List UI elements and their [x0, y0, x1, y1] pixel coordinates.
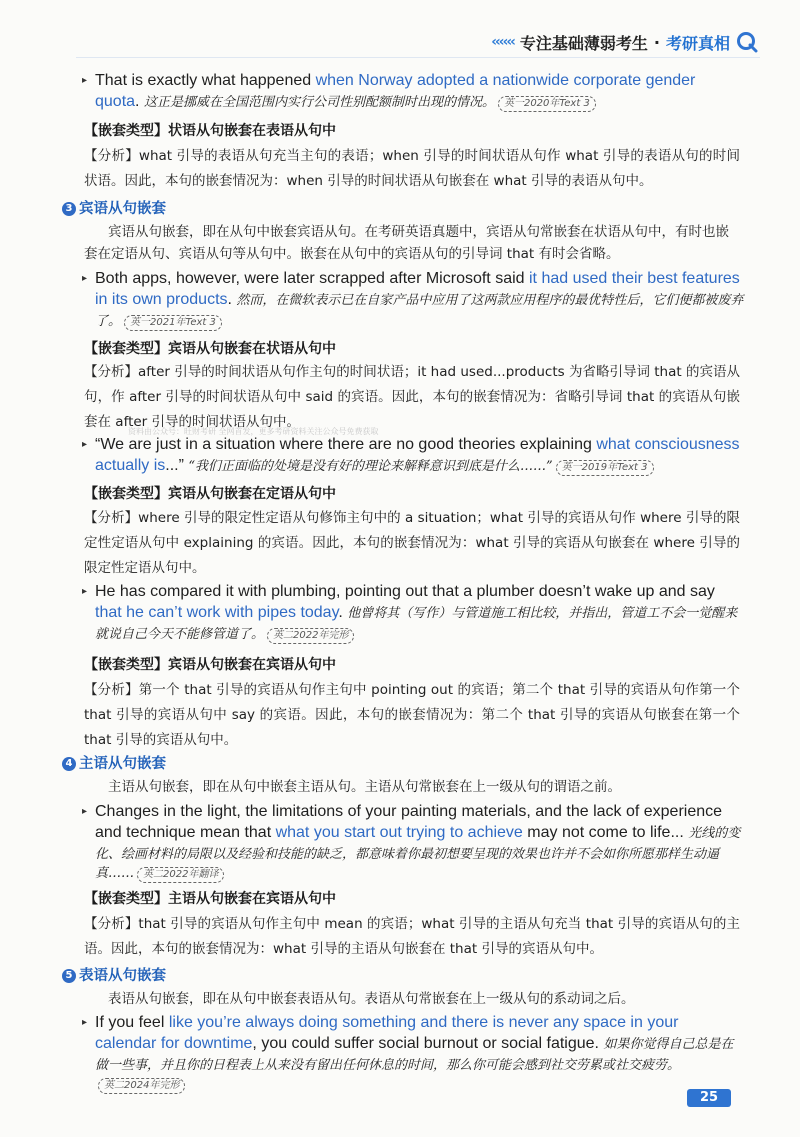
source-tag: 英一2020年Text 3: [498, 96, 596, 112]
analysis: 【分析】after 引导的时间状语从句作主句的时间状语；it had used...products 为省略引导词 that 的宾语从句，作 after 引导的时间状语从句中 said 的宾语。因此，本句的嵌套情况为：省略引导词 that 的宾语从句嵌套在 after 引导的时间状语从句中。: [84, 364, 740, 430]
source-tag: 英二2024年完形: [98, 1078, 185, 1094]
example-2: [0, 268, 800, 331]
header-arrows: ‹‹‹‹‹‹: [491, 34, 514, 50]
translation: 光线的变化、绘画材料的局限以及经验和技能的缺乏，都意味着你最初想要呈现的效果也许并不会如你所愿那样生动逼真……: [95, 826, 741, 881]
sentence-end: , you could suffer social burnout or social fatigue.: [252, 1035, 604, 1052]
section-intro: 表语从句嵌套，即在从句中嵌套表语从句。表语从句常嵌套在上一级从句的系动词之后。: [108, 991, 635, 1007]
page-number: 25: [687, 1089, 731, 1107]
section-4-intro-wrap: [0, 776, 800, 798]
section-number-badge: 4: [62, 757, 76, 771]
sentence-text: That is exactly what happened: [95, 72, 316, 89]
bullet-marker-icon: ▸: [82, 439, 88, 450]
source-tag: 英一2021年Text 3: [124, 315, 222, 331]
search-q-icon: [736, 31, 758, 53]
sentence-end: .: [338, 604, 348, 621]
section-heading-4: [0, 754, 800, 774]
ex1-nest-wrap: [0, 121, 800, 141]
sentence-end: .: [227, 291, 237, 308]
section-3-intro-wrap: [0, 221, 800, 265]
ex2-analysis-wrap: [0, 360, 800, 435]
section-title: 表语从句嵌套: [79, 968, 166, 984]
example-sentence: [0, 268, 800, 331]
nesting-type: 【嵌套类型】宾语从句嵌套在定语从句中: [84, 486, 336, 502]
header-divider: [76, 57, 760, 58]
nesting-type: 【嵌套类型】主语从句嵌套在宾语从句中: [84, 891, 336, 907]
bullet-marker-icon: ▸: [82, 273, 88, 284]
analysis: 【分析】where 引导的限定性定语从句修饰主句中的 a situation；what 引导的宾语从句作 where 引导的限定性定语从句中 explaining 的宾语。因此，本句的嵌套情况为：what 引导的宾语从句嵌套在 where 引导的限定性定语从句中。: [84, 510, 740, 576]
section-4-wrap: [0, 754, 800, 774]
bullet-marker-icon: ▸: [82, 806, 88, 817]
page-header: [491, 30, 758, 54]
sentence-text: Changes in the light, the limitations of your painting materials, and the lack of experience and technique mean that: [95, 803, 723, 841]
header-brand: 考研真相: [665, 33, 730, 53]
section-5-intro-wrap: [0, 988, 800, 1010]
analysis: 【分析】that 引导的宾语从句作主句中 mean 的宾语；what 引导的主语从句充当 that 引导的宾语从句的主语。因此，本句的嵌套情况为：what 引导的主语从句嵌套在 that 引导的宾语从句中。: [84, 916, 740, 957]
nesting-type: 【嵌套类型】宾语从句嵌套在宾语从句中: [84, 657, 336, 673]
example-sentence: [0, 70, 800, 112]
section-heading-5: [0, 966, 800, 986]
nesting-type: 【嵌套类型】宾语从句嵌套在状语从句中: [84, 341, 336, 357]
translation: 这正是挪威在全国范围内实行公司性别配额制时出现的情况。: [143, 95, 495, 110]
ex3-analysis-wrap: [0, 506, 800, 581]
section-title: 主语从句嵌套: [79, 756, 166, 772]
example-sentence: [0, 434, 800, 476]
ex1-analysis-wrap: [0, 144, 800, 194]
section-5-wrap: [0, 966, 800, 986]
analysis: 【分析】第一个 that 引导的宾语从句作主句中 pointing out 的宾语；第二个 that 引导的宾语从句作第一个 that 引导的宾语从句中 say 的宾语。因此，本句的嵌套情况为：第二个 that 引导的宾语从句嵌套在第一个 that 引导的宾语从句中。: [84, 682, 740, 748]
sentence-text: If you feel: [95, 1014, 169, 1031]
sentence-end: ...”: [165, 457, 189, 474]
highlighted-clause: what you start out trying to achieve: [275, 824, 523, 841]
ex2-nest-wrap: [0, 339, 800, 359]
ex4-analysis-wrap: [0, 678, 800, 753]
translation: 他曾将其（写作）与管道施工相比较，并指出，管道工不会一觉醒来就说自己今天不能修管道了。: [95, 606, 738, 642]
highlighted-clause: it had used their best features in its own products: [95, 270, 740, 308]
section-number-badge: 3: [62, 202, 76, 216]
sentence-text: He has compared it with plumbing, pointing out that a plumber doesn’t wake up and say: [95, 583, 715, 600]
nesting-type: 【嵌套类型】状语从句嵌套在表语从句中: [84, 123, 336, 139]
highlighted-clause: like you’re always doing something and there is never any space in your calendar for downtime: [95, 1014, 679, 1052]
bullet-marker-icon: ▸: [82, 586, 88, 597]
header-dot: ·: [653, 32, 660, 52]
example-sentence: [0, 1012, 800, 1094]
section-title: 宾语从句嵌套: [79, 201, 166, 217]
source-tag: 英一2019年Text 3: [556, 460, 654, 476]
sentence-text: Both apps, however, were later scrapped after Microsoft said: [95, 270, 529, 287]
translation: “我们正面临的处境是没有好的理论来解释意识到底是什么……”: [188, 459, 553, 474]
highlighted-clause: that he can’t work with pipes today: [95, 604, 339, 621]
example-3: [0, 434, 800, 476]
source-tag: 英二2022年翻译: [137, 867, 224, 883]
bullet-marker-icon: ▸: [82, 75, 88, 86]
ex3-nest-wrap: [0, 484, 800, 504]
translation: 然而，在微软表示已在自家产品中应用了这两款应用程序的最优特性后，它们便都被废弃了。: [95, 293, 744, 329]
highlighted-clause: what consciousness actually is: [95, 436, 740, 474]
header-tagline: 专注基础薄弱考生: [519, 33, 648, 53]
example-sentence: [0, 801, 800, 883]
section-heading-3: [0, 199, 800, 219]
translation: 如果你觉得自己总是在做一些事，并且你的日程表上从来没有留出任何休息的时间，那么你可能会感到社交劳累或社交疲劳。: [95, 1037, 734, 1073]
watermark: 资料由公众号：旺财考研 全网首发，更多考研资料关注公众号免费获取: [128, 427, 379, 436]
sentence-end: .: [135, 93, 144, 110]
section-intro: 宾语从句嵌套，即在从句中嵌套宾语从句。在考研英语真题中，宾语从句常嵌套在状语从句中，有时也嵌套在定语从句、宾语从句等从句中。嵌套在从句中的宾语从句的引导词 that 有时会省略。: [84, 224, 729, 262]
example-1: [0, 70, 800, 112]
ex5-analysis-wrap: [0, 912, 800, 962]
source-tag: 英二2022年完形: [267, 628, 354, 644]
section-3-wrap: [0, 199, 800, 219]
example-sentence: [0, 581, 800, 644]
sentence-end: may not come to life...: [522, 824, 689, 841]
example-4: [0, 581, 800, 644]
ex5-nest-wrap: [0, 889, 800, 909]
example-5: [0, 801, 800, 883]
sentence-text: “We are just in a situation where there are no good theories explaining: [95, 436, 597, 453]
bullet-marker-icon: ▸: [82, 1017, 88, 1028]
ex4-nest-wrap: [0, 655, 800, 675]
section-intro: 主语从句嵌套，即在从句中嵌套主语从句。主语从句常嵌套在上一级从句的谓语之前。: [108, 779, 621, 795]
section-number-badge: 5: [62, 969, 76, 983]
highlighted-clause: when Norway adopted a nationwide corporate gender quota: [95, 72, 696, 110]
example-6: [0, 1012, 800, 1094]
analysis: 【分析】what 引导的表语从句充当主句的表语；when 引导的时间状语从句作 what 引导的表语从句的时间状语。因此，本句的嵌套情况为：when 引导的时间状语从句嵌套在 what 引导的表语从句中。: [84, 148, 740, 189]
